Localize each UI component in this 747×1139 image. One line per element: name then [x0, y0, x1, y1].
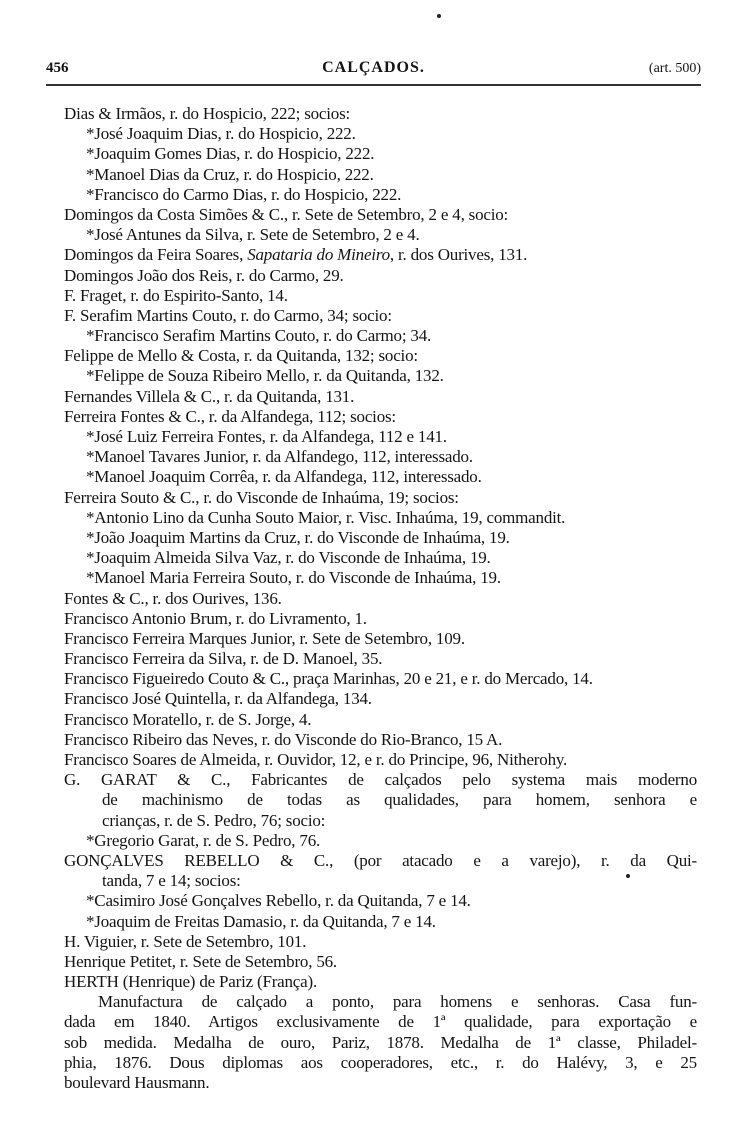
entry-line — [64, 669, 697, 689]
entry-line — [64, 770, 697, 790]
entry-line — [64, 124, 697, 144]
entry-text: *Francisco Serafim Martins Couto, r. do Carmo; 34. — [86, 326, 432, 346]
entry-text: *Manoel Maria Ferreira Souto, r. do Visconde de Inhaúma, 19. — [86, 568, 501, 588]
entry-line — [64, 427, 697, 447]
entry-line — [64, 467, 697, 487]
entry-line — [64, 508, 697, 528]
entry-text: , r. dos Ourives, 131. — [389, 245, 528, 265]
entry-text: Manufactura de calçado a ponto, para homens e senhoras. Casa fun- — [98, 992, 697, 1012]
entry-text: *Manoel Tavares Junior, r. da Alfandego, 112, interessado. — [86, 447, 473, 467]
entry-text: *Casimiro José Gonçalves Rebello, r. da Quitanda, 7 e 14. — [86, 891, 471, 911]
entry-line — [64, 609, 697, 629]
entry-text: HERTH (Henrique) de Pariz (França). — [64, 972, 318, 992]
entry-text: GONÇALVES REBELLO & C., (por atacado e a varejo), r. da Qui- — [64, 850, 697, 870]
entry-text: phia, 1876. Dous diplomas aos cooperadores, etc., r. do Halévy, 3, e 25 — [64, 1052, 697, 1072]
entry-text: Ferreira Souto & C., r. do Visconde de Inhaúma, 19; socios: — [64, 487, 459, 507]
entry-line — [64, 165, 697, 185]
entry-line — [64, 589, 697, 609]
entry-text: Francisco Ferreira Marques Junior, r. Sete de Setembro, 109. — [64, 628, 465, 648]
entry-text: Felippe de Mello & Costa, r. da Quitanda, 132; socio: — [64, 346, 418, 366]
entry-text: *José Antunes da Silva, r. Sete de Setembro, 2 e 4. — [86, 225, 420, 245]
entry-line — [64, 528, 697, 548]
entry-line — [64, 629, 697, 649]
entry-line — [64, 346, 697, 366]
entry-line — [64, 387, 697, 407]
entry-text: Ferreira Fontes & C., r. da Alfandega, 112; socios: — [64, 406, 396, 426]
shop-name: Sapataria do Mineiro — [247, 245, 390, 265]
entry-line — [64, 992, 697, 1012]
entry-line — [64, 447, 697, 467]
entry-line — [64, 306, 697, 326]
entry-line — [64, 871, 697, 891]
entry-text: Francisco Antonio Brum, r. do Livramento, 1. — [64, 608, 367, 628]
entry-text: Domingos da Costa Simões & C., r. Sete de Setembro, 2 e 4, socio: — [64, 204, 509, 224]
entry-text: tanda, 7 e 14; socios: — [102, 871, 241, 891]
entry-text: Francisco Figueiredo Couto & C., praça Marinhas, 20 e 21, e r. do Mercado, 14. — [64, 669, 593, 689]
entry-text: *João Joaquim Martins da Cruz, r. do Visconde de Inhaúma, 19. — [86, 527, 510, 547]
entry-line — [64, 972, 697, 992]
entry-line — [64, 851, 697, 871]
entry-line — [64, 831, 697, 851]
entry-text: F. Serafim Martins Couto, r. do Carmo, 34; socio: — [64, 305, 392, 325]
entry-text: Francisco Ribeiro das Neves, r. do Visconde do Rio-Branco, 15 A. — [64, 729, 503, 749]
entry-text: *Antonio Lino da Cunha Souto Maior, r. Visc. Inhaúma, 19, commandit. — [86, 507, 566, 527]
entry-text: Fontes & C., r. dos Ourives, 136. — [64, 588, 282, 608]
entry-line — [64, 266, 697, 286]
entry-text: *José Joaquim Dias, r. do Hospicio, 222. — [86, 124, 356, 144]
entry-text: Francisco Moratello, r. de S. Jorge, 4. — [64, 709, 312, 729]
entry-text: Francisco Soares de Almeida, r. Ouvidor, 12, e r. do Principe, 96, Nitherohy. — [64, 750, 568, 769]
page-header — [46, 58, 701, 86]
entry-line — [64, 811, 697, 831]
page-number: 456 — [46, 60, 69, 76]
entry-line — [64, 245, 697, 265]
entry-line — [64, 366, 697, 386]
entry-text: H. Viguier, r. Sete de Setembro, 101. — [64, 931, 307, 951]
entry-line — [64, 932, 697, 952]
entry-line — [64, 144, 697, 164]
entry-line — [64, 548, 697, 568]
entry-line — [64, 912, 697, 932]
entry-text: *Manoel Joaquim Corrêa, r. da Alfandega, 112, interessado. — [86, 467, 482, 487]
entry-line — [64, 689, 697, 709]
print-speck — [437, 14, 441, 18]
entry-line — [64, 205, 697, 225]
entry-line — [64, 286, 697, 306]
entry-text: Henrique Petitet, r. Sete de Setembro, 56. — [64, 951, 337, 971]
entry-text: *José Luiz Ferreira Fontes, r. da Alfandega, 112 e 141. — [86, 427, 447, 446]
entry-text: boulevard Hausmann. — [64, 1073, 210, 1092]
print-speck — [626, 874, 630, 878]
entry-line — [64, 952, 697, 972]
entry-line — [64, 185, 697, 205]
entry-line — [64, 225, 697, 245]
entry-line — [64, 730, 697, 750]
entry-text: Francisco Ferreira da Silva, r. de D. Manoel, 35. — [64, 649, 383, 669]
entry-line — [64, 1012, 697, 1032]
article-reference: (art. 500) — [648, 61, 701, 76]
entry-text: Domingos João dos Reis, r. do Carmo, 29. — [64, 265, 344, 285]
entry-line — [64, 1053, 697, 1073]
entry-text: crianças, r. de S. Pedro, 76; socio: — [102, 810, 326, 830]
entry-text: Fernandes Villela & C., r. da Quitanda, 131. — [64, 386, 355, 406]
entry-text: *Francisco do Carmo Dias, r. do Hospicio, 222. — [86, 184, 402, 204]
entry-line — [64, 326, 697, 346]
entry-line — [64, 488, 697, 508]
entry-text: *Manoel Dias da Cruz, r. do Hospicio, 222. — [86, 164, 374, 184]
entry-text: F. Fraget, r. do Espirito-Santo, 14. — [64, 285, 288, 305]
entry-line — [64, 1073, 697, 1093]
entry-text: Francisco José Quintella, r. da Alfandega, 134. — [64, 689, 372, 709]
entry-text: *Joaquim Gomes Dias, r. do Hospicio, 222. — [86, 144, 375, 164]
entry-line — [64, 750, 697, 770]
entry-line — [64, 1033, 697, 1053]
entry-line — [64, 104, 697, 124]
entry-line — [64, 790, 697, 810]
entry-text: G. GARAT & C., Fabricantes de calçados pelo systema mais moderno — [64, 770, 697, 790]
entry-line — [64, 407, 697, 427]
entry-text: dada em 1840. Artigos exclusivamente de 1ª qualidade, para exportação e — [64, 1012, 697, 1032]
entry-text: Dias & Irmãos, r. do Hospicio, 222; socios: — [64, 104, 351, 123]
entry-line — [64, 568, 697, 588]
entry-line — [64, 649, 697, 669]
directory-listing — [64, 104, 697, 1093]
page-title: CALÇADOS. — [322, 59, 425, 76]
entry-text: *Joaquim de Freitas Damasio, r. da Quitanda, 7 e 14. — [86, 911, 436, 931]
entry-text: sob medida. Medalha de ouro, Pariz, 1878. Medalha de 1ª classe, Philadel- — [64, 1032, 697, 1052]
entry-text: de machinismo de todas as qualidades, para homem, senhora e — [102, 790, 697, 810]
entry-text: Domingos da Feira Soares, — [64, 245, 244, 265]
entry-text: *Joaquim Almeida Silva Vaz, r. do Visconde de Inhaúma, 19. — [86, 548, 491, 568]
entry-text: *Felippe de Souza Ribeiro Mello, r. da Quitanda, 132. — [86, 366, 444, 386]
entry-line — [64, 710, 697, 730]
entry-text: *Gregorio Garat, r. de S. Pedro, 76. — [86, 830, 321, 850]
entry-line — [64, 891, 697, 911]
